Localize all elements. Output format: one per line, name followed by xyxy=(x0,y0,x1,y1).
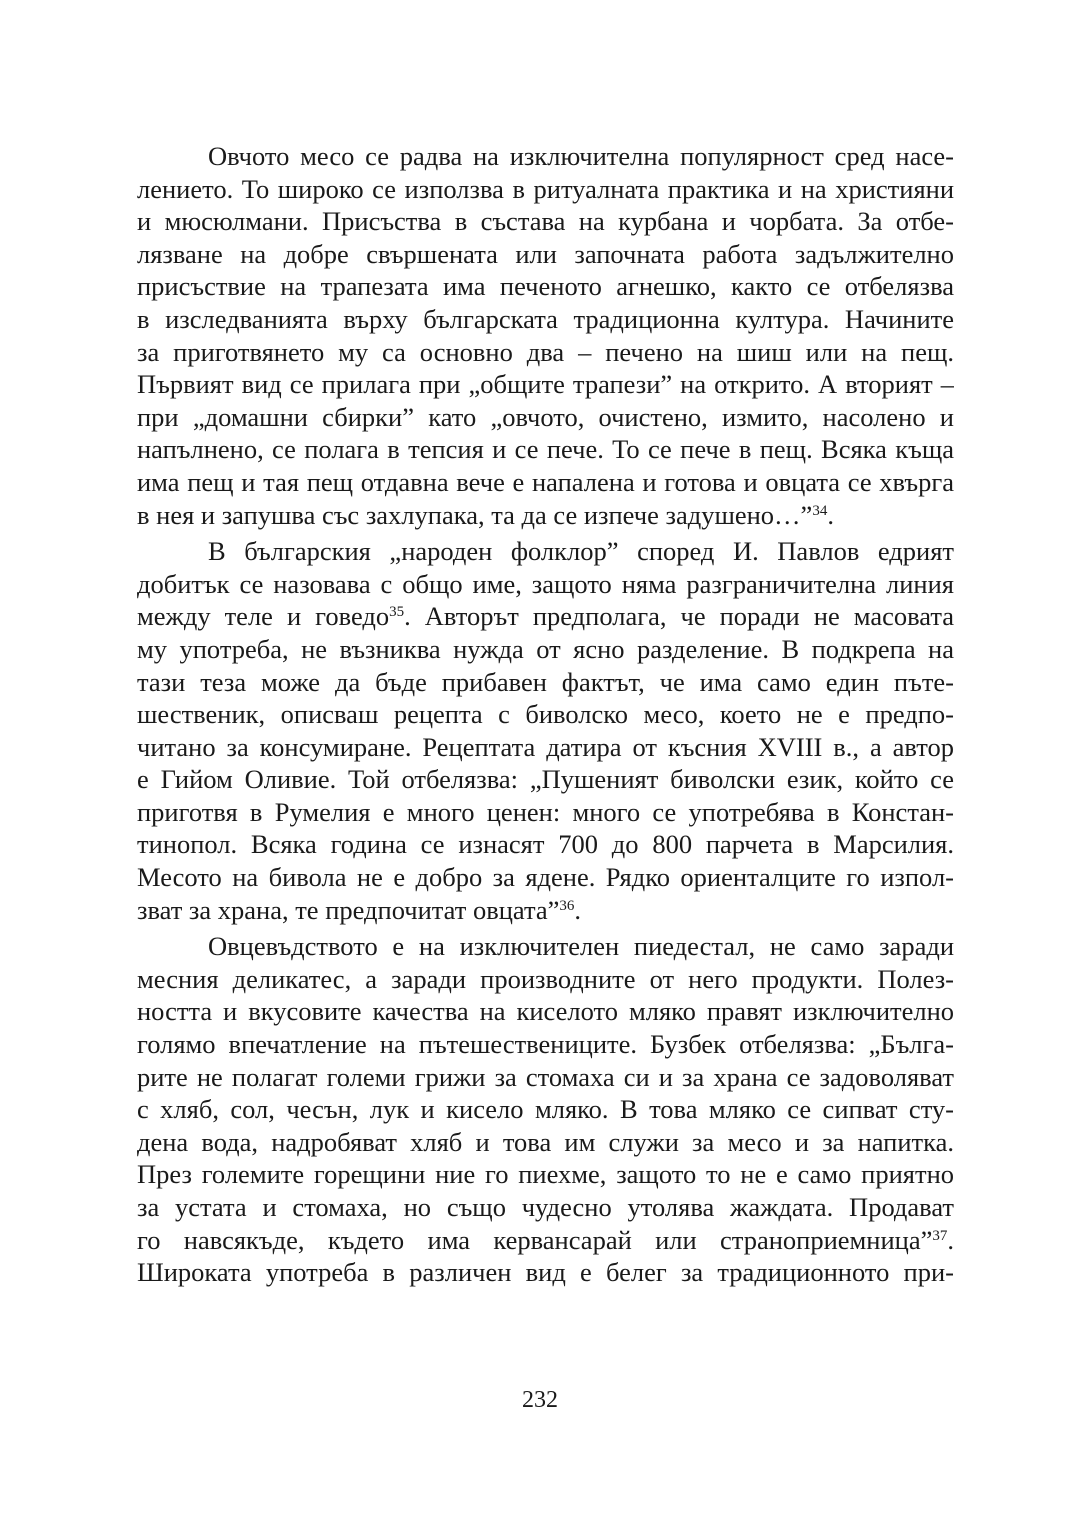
text-fragment: между теле и говедо xyxy=(137,601,390,632)
text-line: През големите горещини ние го пиехме, защото то не е само приятно xyxy=(137,1159,954,1190)
text-line: Овцевъдството е на изключителен пиедестал, не само заради xyxy=(208,931,954,962)
text-line xyxy=(137,894,954,927)
text-line: дена вода, надробяват хляб и това им служи за месо и за напитка. xyxy=(137,1126,954,1157)
text-line: В българския „народен фолклор” според И. Павлов едрият xyxy=(208,536,954,567)
paragraph-1 xyxy=(137,140,954,531)
text-line: читано за консумиране. Рецептата датира от късния XVIII в., а автор xyxy=(137,731,954,762)
text-line: има пещ и тая пещ отдавна вече е напалена и готова и овцата се хвърга xyxy=(137,466,954,497)
text-line: тази теза може да бъде прибавен фактът, че има само един пъте- xyxy=(137,666,954,697)
text-line: Месото на бивола не е добро за ядене. Рядко ориенталците го изпол- xyxy=(137,862,954,893)
text-line: лязване на добре свършената или започнатa работа задължително xyxy=(137,238,954,269)
text-fragment: . Авторът предполага, че поради не масовата xyxy=(404,601,954,632)
text-line: добитък се назовава с общо име, защото няма разграничителна линия xyxy=(137,568,954,599)
sentence-end: . xyxy=(947,1224,954,1255)
text-line: в изследванията върху българската традиционна култура. Начините xyxy=(137,303,954,334)
text-line: за приготвянето му са основно два – печено на шиш или на пещ. xyxy=(137,336,954,367)
text-line: при „домашни сбирки” като „овчото, очистено, измито, насолено и xyxy=(137,401,954,432)
text-line: присъствие на трапезата има печеното агнешко, както се отбелязва xyxy=(137,271,954,302)
text-line: месния деликатес, а заради производните от него продукти. Полез- xyxy=(137,963,954,994)
page-number: 232 xyxy=(522,1387,558,1413)
text-line: лението. То широко се използва в ритуалната практика и на християни xyxy=(137,173,954,204)
text-line: Първият вид се прилага при „общите трапези” на открито. А вторият – xyxy=(137,369,954,400)
text-line xyxy=(137,600,954,633)
sentence-end: . xyxy=(827,499,834,530)
paragraph-3 xyxy=(137,930,954,1289)
text-line: рите не полагат големи грижи за стомаха си и за храна се задоволяват xyxy=(137,1061,954,1092)
text-line: голямо впечатление на пътешествениците. Бузбек отбелязва: „Бълга- xyxy=(137,1029,954,1060)
text-line: напълнено, се полага в тепсия и се пече. То се пече в пещ. Всяка къща xyxy=(137,434,954,465)
text-line: е Гийом Оливие. Той отбелязва: „Пушеният биволски език, който се xyxy=(137,764,954,795)
text-line: приготвя в Румелия е много ценен: много се употребява в Констан- xyxy=(137,796,954,827)
sentence-end: . xyxy=(574,894,582,925)
text-line: му употреба, не възниква нужда от ясно разделение. В подкрепа на xyxy=(137,633,954,664)
text-line: ността и вкусовите качества на киселото мляко правят изключително xyxy=(137,996,954,1027)
text-fragment: го навсякъде, където има кервансарай или страноприемница” xyxy=(137,1224,933,1255)
text-line xyxy=(137,1224,954,1257)
text-line: и мюсюлмани. Присъства в състава на курбана и чорбата. За отбе- xyxy=(137,206,954,237)
text-line: тинопол. Всяка година се изнасят 700 до 800 парчета в Марсилия. xyxy=(137,829,954,860)
text-fragment: в нея и запушва със захлупака, та да се изпече задушено…” xyxy=(137,499,813,530)
footnote-ref[interactable]: 36 xyxy=(559,897,575,914)
text-line: с хляб, сол, чесън, лук и кисело мляко. В това мляко се сипват сту- xyxy=(137,1094,954,1125)
text-line: за устата и стомаха, но също чудесно утолява жаждата. Продават xyxy=(137,1192,954,1222)
footnote-ref[interactable]: 34 xyxy=(812,502,828,519)
document-page xyxy=(137,140,954,1289)
text-line: Овчото месо се радва на изключителна популярност сред насе- xyxy=(208,141,954,171)
text-fragment: зват за храна, те предпочитат овцата” xyxy=(137,894,560,925)
text-line xyxy=(137,499,954,532)
text-line: Широката употреба в различен вид е белег за традиционното при- xyxy=(137,1257,954,1288)
paragraph-2 xyxy=(137,535,954,926)
footnote-ref[interactable]: 35 xyxy=(389,604,405,621)
footnote-ref[interactable]: 37 xyxy=(932,1227,948,1244)
text-line: шественик, описваш рецепта с биволско месо, което не е предпо- xyxy=(137,699,954,730)
